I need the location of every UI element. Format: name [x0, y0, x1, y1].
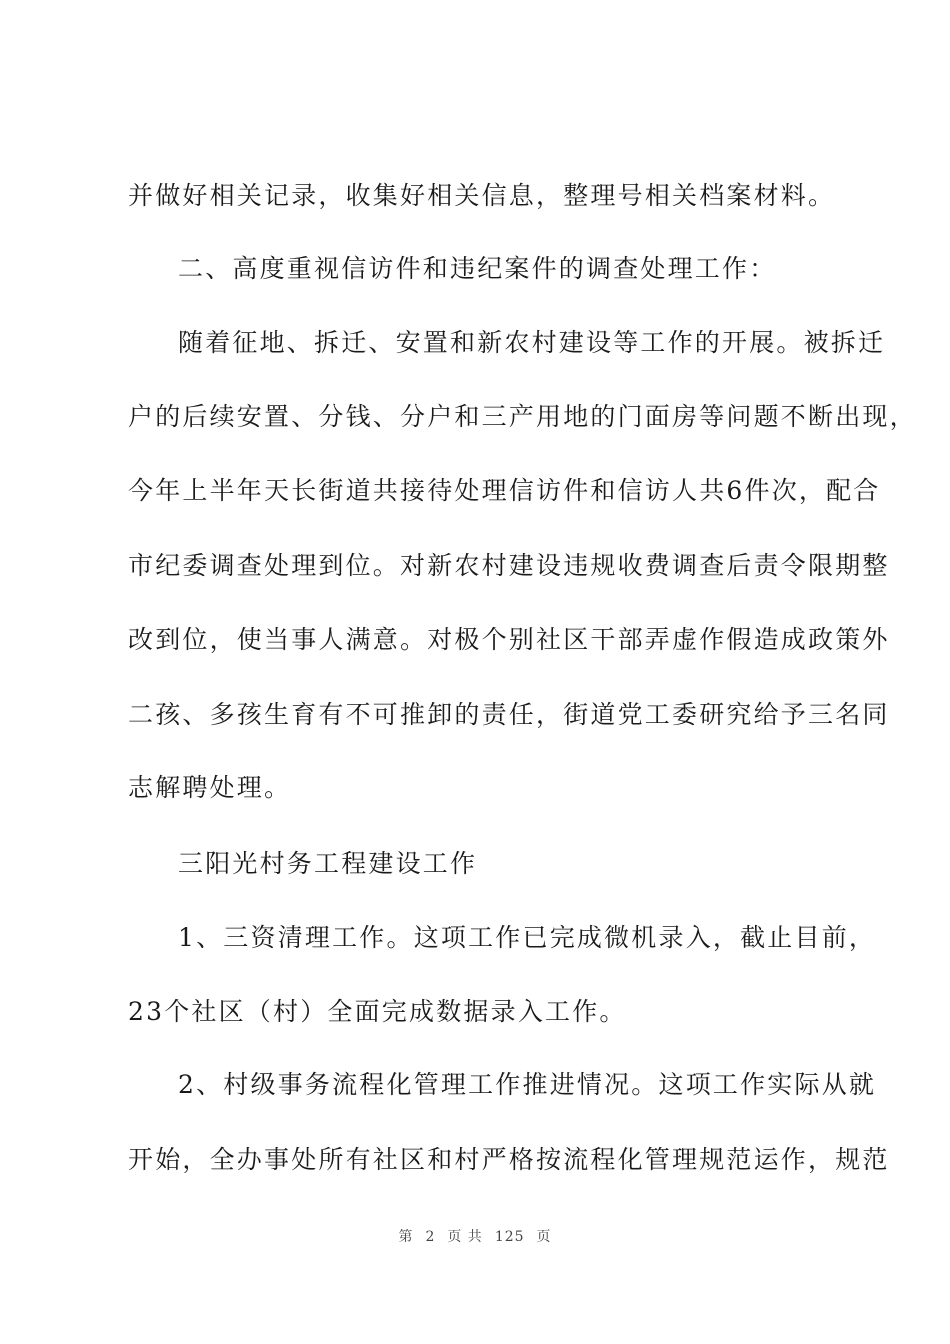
text-line-8: 二孩、多孩生育有不可推卸的责任，街道党工委研究给予三名同 [128, 700, 890, 729]
footer-total-pages: 125 [494, 1229, 525, 1245]
text-line-1: 并做好相关记录，收集好相关信息，整理号相关档案材料。 [128, 181, 836, 210]
section-heading-3: 三阳光村务工程建设工作 [178, 849, 478, 878]
text-line-5: 今年上半年天长街道共接待处理信访件和信访人共6件次，配合 [128, 476, 881, 505]
footer-prefix: 第 [398, 1229, 414, 1245]
footer-suffix: 页 [536, 1229, 552, 1245]
page-footer [0, 1226, 950, 1246]
text-line-12: 23个社区（村）全面完成数据录入工作。 [128, 997, 627, 1026]
text-line-6: 市纪委调查处理到位。对新农村建设违规收费调查后责令限期整 [128, 551, 890, 580]
text-line-13: 2、村级事务流程化管理工作推进情况。这项工作实际从就 [178, 1070, 877, 1099]
footer-page-number: 2 [425, 1229, 436, 1245]
text-line-9: 志解聘处理。 [128, 773, 292, 802]
text-line-14: 开始，全办事处所有社区和村严格按流程化管理规范运作，规范 [128, 1145, 890, 1174]
text-line-4: 户的后续安置、分钱、分户和三产用地的门面房等问题不断出现， [128, 402, 917, 431]
text-line-3: 随着征地、拆迁、安置和新农村建设等工作的开展。被拆迁 [178, 328, 886, 357]
text-line-7: 改到位，使当事人满意。对极个别社区干部弄虚作假造成政策外 [128, 625, 890, 654]
footer-middle: 页 共 [447, 1229, 483, 1245]
section-heading-2: 二、高度重视信访件和违纪案件的调查处理工作： [178, 254, 777, 283]
text-line-11: 1、三资清理工作。这项工作已完成微机录入，截止目前， [178, 923, 877, 952]
